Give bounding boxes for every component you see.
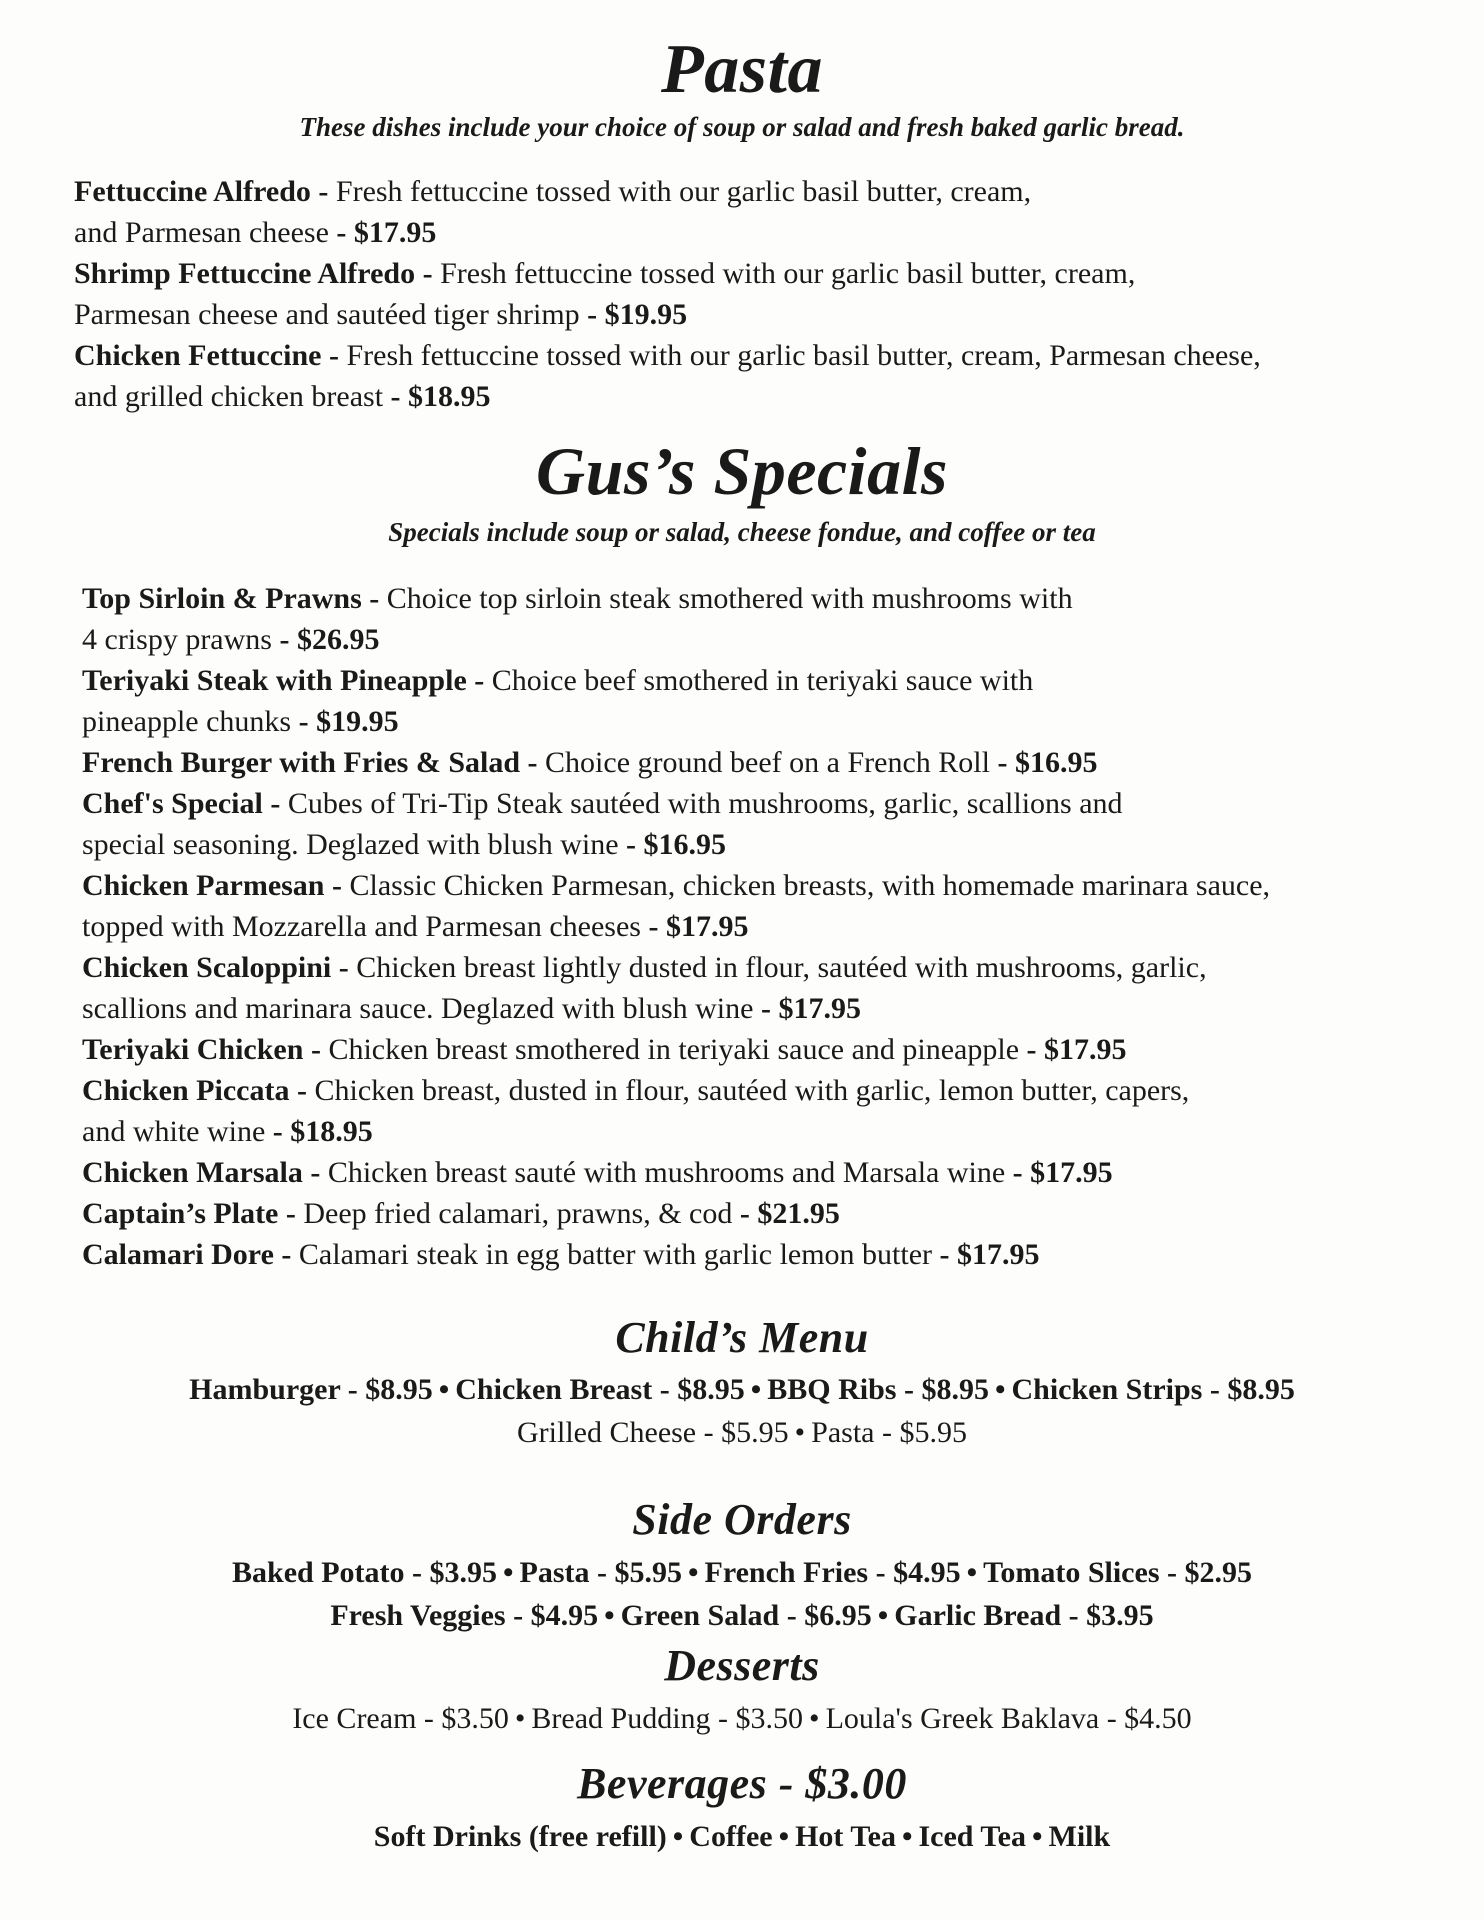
menu-item-description-cont: 4 crispy prawns — [82, 623, 272, 656]
pasta-section-title: Pasta — [661, 31, 823, 108]
menu-item-description: Chicken breast lightly dusted in flour, sautéed with mushrooms, garlic, — [356, 951, 1207, 984]
menu-entry: Coffee — [689, 1820, 773, 1853]
menu-item-separator: - — [415, 257, 441, 290]
menu-item-separator: - — [331, 951, 357, 984]
menu-entry: Hamburger - $8.95 — [189, 1373, 433, 1406]
bullet-separator: • — [966, 1556, 978, 1589]
menu-item — [82, 1070, 1442, 1152]
menu-item-separator: - — [273, 1238, 299, 1271]
bullet-separator: • — [672, 1820, 684, 1853]
menu-item-price: $17.95 — [665, 910, 749, 943]
menu-item — [82, 865, 1442, 947]
menu-item-description: Classic Chicken Parmesan, chicken breasts, with homemade marinara sauce, — [349, 869, 1271, 902]
menu-item-name: Chicken Parmesan — [82, 869, 325, 902]
menu-item-name: Fettuccine Alfredo — [74, 175, 311, 208]
menu-item — [74, 171, 1434, 253]
beverages-title: Beverages - $3.00 — [577, 1759, 907, 1808]
menu-item-separator: - — [278, 1197, 304, 1230]
menu-item-price: $16.95 — [1014, 746, 1098, 779]
menu-item-separator: - — [271, 623, 297, 656]
bullet-separator: • — [688, 1556, 699, 1589]
menu-item — [74, 253, 1434, 335]
menu-item — [82, 1193, 1442, 1234]
menu-item-name: Chicken Fettuccine — [74, 339, 322, 372]
bullet-separator: • — [809, 1702, 820, 1735]
desserts-title: Desserts — [664, 1641, 820, 1690]
specials-item-list — [82, 578, 1442, 1275]
menu-item-description: Deep fried calamari, prawns, & cod — [303, 1197, 733, 1230]
desserts-line — [0, 1697, 1484, 1740]
menu-item-separator: - — [466, 664, 492, 697]
menu-item — [74, 335, 1434, 417]
menu-item-name: Chicken Marsala — [82, 1156, 303, 1189]
menu-item — [82, 1152, 1442, 1193]
side-orders-line — [0, 1594, 1484, 1637]
menu-item-name: Chicken Scaloppini — [82, 951, 332, 984]
menu-item-separator: - — [989, 746, 1015, 779]
menu-item — [82, 1234, 1442, 1275]
menu-entry: Garlic Bread - $3.95 — [894, 1599, 1154, 1632]
menu-item-separator: - — [753, 992, 779, 1025]
menu-item-price: $17.95 — [778, 992, 861, 1025]
bullet-separator: • — [503, 1556, 514, 1589]
menu-item-separator: - — [1019, 1033, 1045, 1066]
menu-entry: Fresh Veggies - $4.95 — [330, 1599, 599, 1632]
menu-entry: BBQ Ribs - $8.95 — [767, 1373, 989, 1406]
menu-item-separator: - — [932, 1238, 958, 1271]
bullet-separator: • — [604, 1599, 615, 1632]
menu-item — [82, 660, 1442, 742]
menu-item-name: Chicken Piccata — [82, 1074, 290, 1107]
menu-item-name: Chef's Special — [82, 787, 263, 820]
menu-item — [82, 742, 1442, 783]
menu-item-name: Teriyaki Chicken — [82, 1033, 304, 1066]
menu-item-separator: - — [262, 787, 288, 820]
child-menu-line — [0, 1411, 1484, 1454]
menu-item-separator: - — [302, 1156, 328, 1189]
menu-item-name: French Burger with Fries & Salad — [82, 746, 521, 779]
specials-section-title: Gus’s Specials — [536, 433, 948, 509]
side-orders-line — [0, 1551, 1484, 1594]
bullet-separator: • — [438, 1373, 450, 1406]
menu-item-description-cont: and Parmesan cheese — [74, 216, 329, 249]
menu-item-description: Fresh fettuccine tossed with our garlic basil butter, cream, — [440, 257, 1136, 290]
menu-item-price: $19.95 — [316, 705, 399, 738]
menu-item — [82, 947, 1442, 1029]
menu-entry: Pasta - $5.95 — [811, 1416, 967, 1449]
menu-item-name: Top Sirloin & Prawns — [82, 582, 362, 615]
menu-item-description: Fresh fettuccine tossed with our garlic basil butter, cream, — [335, 175, 1032, 208]
bullet-separator: • — [1032, 1820, 1043, 1853]
menu-item-separator: - — [265, 1115, 291, 1148]
menu-entry: Pasta - $5.95 — [519, 1556, 682, 1589]
menu-item-separator: - — [640, 910, 666, 943]
menu-entry: French Fries - $4.95 — [704, 1556, 961, 1589]
bullet-separator: • — [778, 1820, 790, 1853]
menu-entry: Loula's Greek Baklava - $4.50 — [825, 1702, 1192, 1735]
menu-item-description: Calamari steak in egg batter with garlic lemon butter — [298, 1238, 933, 1271]
menu-item-description: Chicken breast sauté with mushrooms and Marsala wine — [327, 1156, 1006, 1189]
child-menu-lines — [0, 1368, 1484, 1454]
side-orders-title: Side Orders — [632, 1495, 852, 1544]
menu-item-separator: - — [310, 175, 336, 208]
menu-item-separator: - — [328, 216, 354, 249]
menu-item-price: $17.95 — [353, 216, 437, 249]
menu-item-separator: - — [289, 1074, 315, 1107]
side-orders-lines — [0, 1551, 1484, 1637]
menu-entry: Baked Potato - $3.95 — [232, 1556, 497, 1589]
menu-entry: Chicken Strips - $8.95 — [1011, 1373, 1295, 1406]
bullet-separator: • — [901, 1820, 913, 1853]
menu-item-separator: - — [324, 869, 350, 902]
beverages-lines — [0, 1815, 1484, 1858]
desserts-lines — [0, 1697, 1484, 1740]
bullet-separator: • — [877, 1599, 889, 1632]
menu-item-description-cont: Parmesan cheese and sautéed tiger shrimp — [74, 298, 580, 331]
menu-item-separator: - — [291, 705, 317, 738]
menu-item-description: Chicken breast, dusted in flour, sautéed with garlic, lemon butter, capers, — [314, 1074, 1190, 1107]
child-menu-line — [0, 1368, 1484, 1411]
menu-item-name: Captain’s Plate — [82, 1197, 279, 1230]
menu-item-price: $17.95 — [1030, 1156, 1113, 1189]
beverages-line — [0, 1815, 1484, 1858]
menu-item-price: $18.95 — [290, 1115, 373, 1148]
menu-entry: Soft Drinks (free refill) — [373, 1820, 667, 1853]
menu-item-description-cont: scallions and marinara sauce. Deglazed with blush wine — [82, 992, 754, 1025]
menu-item-separator: - — [383, 380, 409, 413]
menu-item-description: Choice top sirloin steak smothered with mushrooms with — [386, 582, 1073, 615]
menu-item-price: $18.95 — [408, 380, 491, 413]
menu-entry: Tomato Slices - $2.95 — [983, 1556, 1252, 1589]
menu-item-name: Teriyaki Steak with Pineapple — [82, 664, 467, 697]
menu-item-name: Shrimp Fettuccine Alfredo — [74, 257, 416, 290]
menu-item-name: Calamari Dore — [82, 1238, 274, 1271]
menu-entry: Milk — [1048, 1820, 1111, 1853]
menu-entry: Grilled Cheese - $5.95 — [517, 1416, 789, 1449]
menu-item-description: Fresh fettuccine tossed with our garlic basil butter, cream, Parmesan cheese, — [346, 339, 1261, 372]
child-menu-title: Child’s Menu — [615, 1313, 869, 1362]
menu-item — [82, 1029, 1442, 1070]
menu-item-description-cont: and grilled chicken breast — [74, 380, 384, 413]
menu-entry: Green Salad - $6.95 — [620, 1599, 872, 1632]
menu-item-price: $26.95 — [296, 623, 380, 656]
menu-item — [82, 783, 1442, 865]
menu-item-description: Choice beef smothered in teriyaki sauce with — [491, 664, 1034, 697]
menu-item-separator: - — [520, 746, 546, 779]
menu-item-separator: - — [1005, 1156, 1031, 1189]
menu-item-description: Chicken breast smothered in teriyaki sauce and pineapple — [328, 1033, 1020, 1066]
menu-item-description-cont: and white wine — [82, 1115, 266, 1148]
pasta-item-list — [74, 171, 1434, 417]
menu-entry: Bread Pudding - $3.50 — [531, 1702, 804, 1735]
menu-entry: Ice Cream - $3.50 — [292, 1702, 509, 1735]
menu-item-price: $19.95 — [604, 298, 688, 331]
bullet-separator: • — [794, 1416, 806, 1449]
menu-item-description-cont: pineapple chunks — [82, 705, 292, 738]
menu-item-separator: - — [321, 339, 347, 372]
menu-item-description: Choice ground beef on a French Roll — [545, 746, 990, 779]
menu-item-price: $17.95 — [1044, 1033, 1127, 1066]
menu-entry: Chicken Breast - $8.95 — [455, 1373, 745, 1406]
menu-entry: Hot Tea — [795, 1820, 896, 1853]
menu-item-separator: - — [579, 298, 605, 331]
menu-item-price: $16.95 — [643, 828, 727, 861]
menu-item-price: $21.95 — [757, 1197, 840, 1230]
specials-section-subtitle: Specials include soup or salad, cheese fondue, and coffee or tea — [388, 517, 1096, 547]
menu-item-description: Cubes of Tri-Tip Steak sautéed with mushrooms, garlic, scallions and — [287, 787, 1123, 820]
menu-item-separator: - — [618, 828, 644, 861]
menu-item-separator: - — [303, 1033, 329, 1066]
menu-item-separator: - — [732, 1197, 758, 1230]
menu-item — [82, 578, 1442, 660]
menu-item-price: $17.95 — [957, 1238, 1040, 1271]
bullet-separator: • — [750, 1373, 762, 1406]
menu-entry: Iced Tea — [918, 1820, 1026, 1853]
menu-item-separator: - — [361, 582, 387, 615]
bullet-separator: • — [994, 1373, 1006, 1406]
pasta-section-subtitle: These dishes include your choice of soup or salad and fresh baked garlic bread. — [299, 112, 1185, 142]
menu-item-description-cont: topped with Mozzarella and Parmesan cheeses — [82, 910, 641, 943]
bullet-separator: • — [514, 1702, 526, 1735]
menu-item-description-cont: special seasoning. Deglazed with blush wine — [82, 828, 619, 861]
